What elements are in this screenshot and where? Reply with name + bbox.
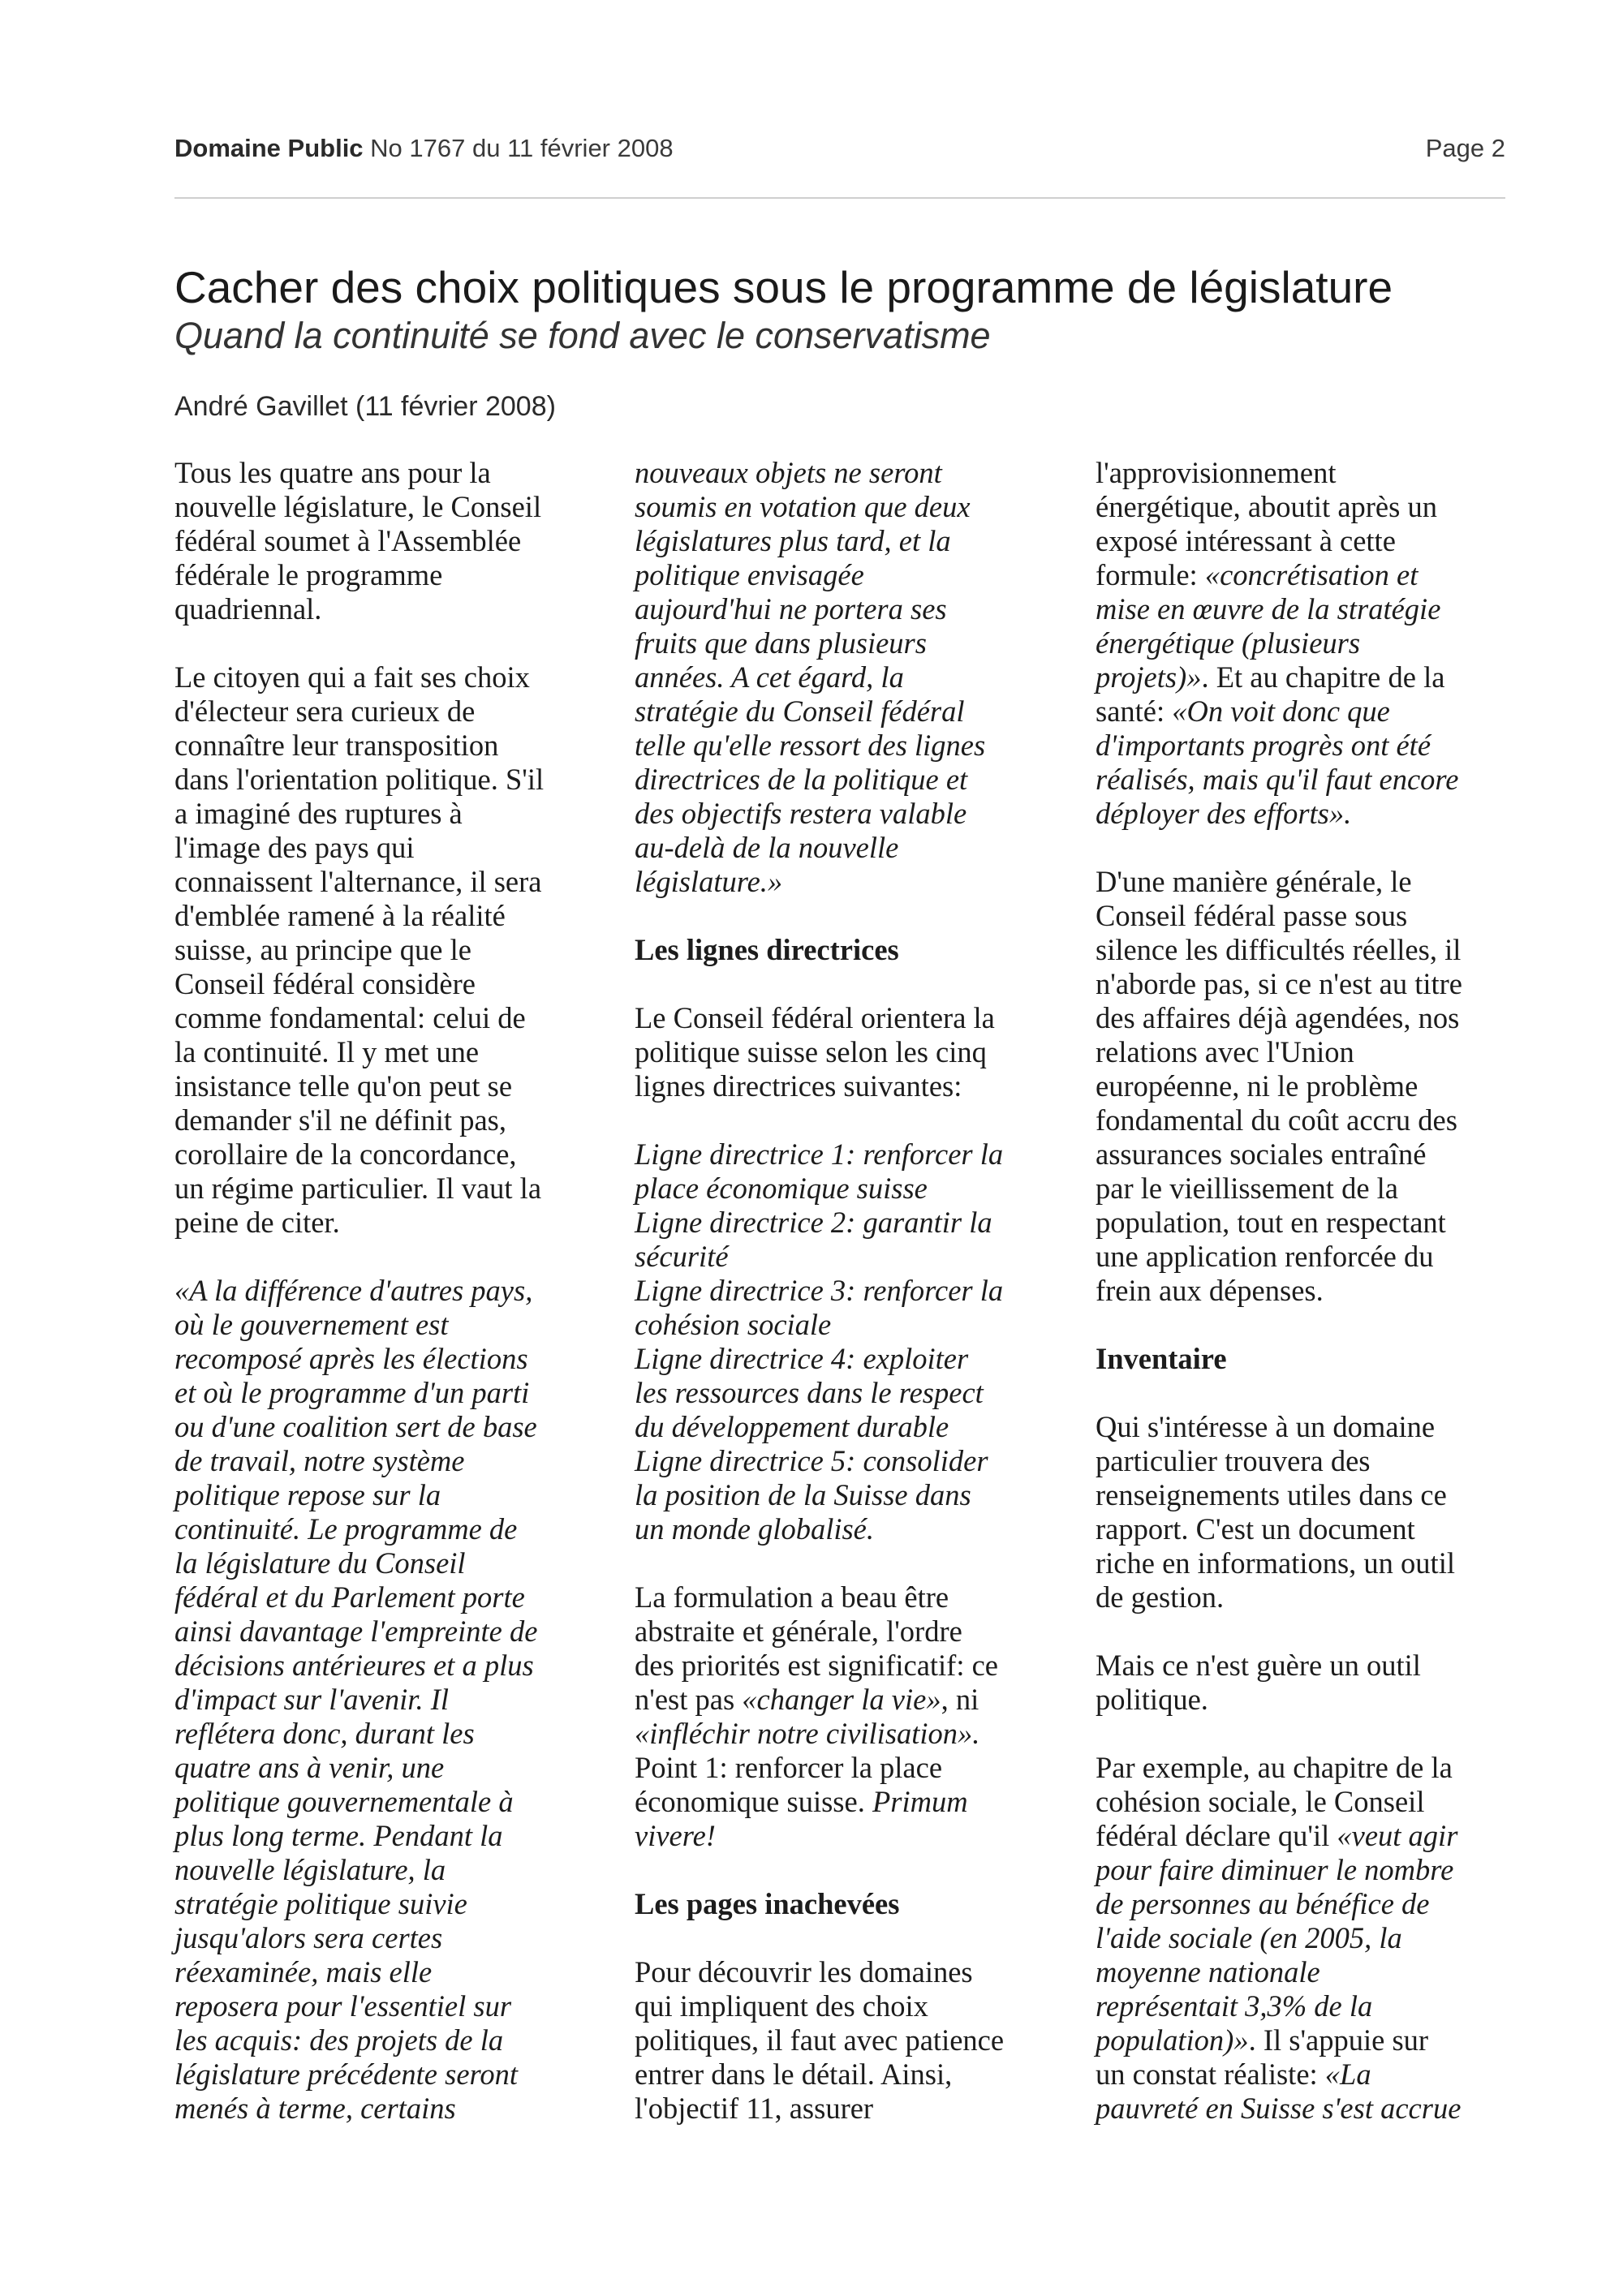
text-line: insistance telle qu'on peut se: [174, 1069, 513, 1103]
paragraph: [635, 1955, 1077, 2126]
text-line: européenne, ni le problème: [1096, 1069, 1419, 1103]
text-line: par le vieillissement de la: [1096, 1172, 1398, 1205]
text-line: vivere!: [635, 1819, 716, 1852]
quote-run: «On voit donc que: [1172, 694, 1390, 728]
text-line: des priorités est significatif: ce: [635, 1649, 998, 1682]
text-run: santé:: [1096, 694, 1173, 728]
paragraph: [174, 660, 617, 1240]
quote-run: Primum: [872, 1785, 968, 1818]
text-line: l'aide sociale (en 2005, la: [1096, 1921, 1402, 1954]
text-line: fédéral soumet à l'Assemblée: [174, 524, 522, 557]
text-line: silence les difficultés réelles, il: [1096, 933, 1462, 966]
text-line: plus long terme. Pendant la: [174, 1819, 503, 1852]
text-line: et où le programme d'un parti: [174, 1376, 530, 1409]
text-line: jusqu'alors sera certes: [174, 1921, 443, 1954]
text-line: La formulation a beau être: [635, 1580, 949, 1614]
text-line: un régime particulier. Il vaut la: [174, 1172, 542, 1205]
text-line: frein aux dépenses.: [1096, 1274, 1324, 1307]
text-line: au-delà de la nouvelle: [635, 831, 899, 864]
text-line: [635, 1785, 1077, 1819]
text-line: exposé intéressant à cette: [1096, 524, 1396, 557]
text-line: les ressources dans le respect: [635, 1376, 984, 1409]
text-run: . Il s'appuie sur: [1248, 2023, 1429, 2057]
article-subtitle: Quand la continuité se fond avec le conservatisme: [174, 315, 991, 356]
text-line: d'impact sur l'avenir. Il: [174, 1683, 449, 1716]
text-line: l'objectif 11, assurer: [635, 2092, 874, 2125]
section-heading: Inventaire: [1096, 1342, 1227, 1375]
text-line: Conseil fédéral passe sous: [1096, 899, 1408, 932]
text-line: décisions antérieures et a plus: [174, 1649, 534, 1682]
text-line: riche en informations, un outil: [1096, 1546, 1455, 1580]
text-line: renseignements utiles dans ce: [1096, 1478, 1447, 1511]
text-line: fruits que dans plusieurs: [635, 626, 927, 660]
paragraph: [1096, 456, 1538, 831]
section-heading: Les lignes directrices: [635, 933, 899, 966]
text-line: ou d'une coalition sert de base: [174, 1410, 537, 1443]
text-line: recomposé après les élections: [174, 1342, 528, 1375]
text-line: Mais ce n'est guère un outil: [1096, 1649, 1421, 1682]
text-line: la législature du Conseil: [174, 1546, 466, 1580]
text-line: législatures plus tard, et la: [635, 524, 951, 557]
text-line: suisse, au principe que le: [174, 933, 471, 966]
text-line: population, tout en respectant: [1096, 1206, 1446, 1239]
text-line: reposera pour l'essentiel sur: [174, 1989, 512, 2023]
text-line: soumis en votation que deux: [635, 490, 971, 523]
text-line: d'emblée ramené à la réalité: [174, 899, 506, 932]
text-line: de personnes au bénéfice de: [1096, 1887, 1430, 1920]
text-line: quadriennal.: [174, 592, 322, 626]
paragraph: [635, 1580, 1077, 1853]
quote-paragraph: [635, 456, 1077, 899]
quote-paragraph: [174, 1274, 617, 2126]
text-line: la position de la Suisse dans: [635, 1478, 971, 1511]
text-line: représentait 3,3% de la: [1096, 1989, 1373, 2023]
text-run: formule:: [1096, 558, 1205, 591]
publication-name: Domaine Public: [174, 134, 364, 162]
text-line: [1096, 558, 1538, 592]
text-line: les acquis: des projets de la: [174, 2023, 504, 2057]
text-line: nouvelle législature, la: [174, 1853, 446, 1886]
text-line: législature.»: [635, 865, 783, 898]
text-line: «A la différence d'autres pays,: [174, 1274, 533, 1307]
text-line: reflétera donc, durant les: [174, 1717, 475, 1750]
text-line: politique gouvernementale à: [174, 1785, 514, 1818]
paragraph: [1096, 1410, 1538, 1615]
text-line: où le gouvernement est: [174, 1308, 449, 1341]
text-line: [1096, 694, 1538, 729]
paragraph: [1096, 865, 1538, 1308]
text-line: [1096, 660, 1538, 694]
text-line: cohésion sociale: [635, 1308, 832, 1341]
text-line: Conseil fédéral considère: [174, 967, 476, 1000]
text-line: qui impliquent des choix: [635, 1989, 928, 2023]
column-3: [1096, 456, 1538, 2160]
text-line: Ligne directrice 3: renforcer la: [635, 1274, 1004, 1307]
text-line: pour faire diminuer le nombre: [1096, 1853, 1454, 1886]
paragraph: [1096, 1649, 1538, 1717]
text-run: économique suisse.: [635, 1785, 872, 1818]
section-heading: Les pages inachevées: [635, 1887, 900, 1920]
text-run: fédéral déclare qu'il: [1096, 1819, 1337, 1852]
text-run: n'est pas: [635, 1683, 743, 1716]
article-title: Cacher des choix politiques sous le programme de législature: [174, 262, 1393, 312]
column-2: [635, 456, 1077, 2160]
text-line: quatre ans à venir, une: [174, 1751, 445, 1784]
text-line: un monde globalisé.: [635, 1512, 875, 1546]
text-line: entrer dans le détail. Ainsi,: [635, 2057, 953, 2091]
text-line: rapport. C'est un document: [1096, 1512, 1415, 1546]
quote-run: «La: [1324, 2057, 1371, 2091]
text-line: Tous les quatre ans pour la: [174, 456, 491, 489]
text-line: particulier trouvera des: [1096, 1444, 1371, 1477]
text-line: Ligne directrice 4: exploiter: [635, 1342, 969, 1375]
paragraph: [174, 456, 617, 626]
text-line: [1096, 2057, 1538, 2092]
text-line: du développement durable: [635, 1410, 949, 1443]
text-run: un constat réaliste:: [1096, 2057, 1325, 2091]
text-line: Par exemple, au chapitre de la: [1096, 1751, 1453, 1784]
header-divider: [174, 197, 1505, 199]
text-line: années. A cet égard, la: [635, 660, 904, 694]
text-line: aujourd'hui ne portera ses: [635, 592, 947, 626]
text-line: politique.: [1096, 1683, 1208, 1716]
text-line: connaissent l'alternance, il sera: [174, 865, 542, 898]
text-line: Point 1: renforcer la place: [635, 1751, 943, 1784]
text-line: connaître leur transposition: [174, 729, 499, 762]
text-line: de travail, notre système: [174, 1444, 465, 1477]
text-line: telle qu'elle ressort des lignes: [635, 729, 986, 762]
text-line: Ligne directrice 5: consolider: [635, 1444, 988, 1477]
quote-run: projets)»: [1096, 660, 1202, 694]
text-line: de gestion.: [1096, 1580, 1225, 1614]
article-author: André Gavillet (11 février 2008): [174, 391, 556, 422]
quote-run: «concrétisation et: [1204, 558, 1419, 591]
text-line: Ligne directrice 2: garantir la: [635, 1206, 992, 1239]
text-line: politiques, il faut avec patience: [635, 2023, 1005, 2057]
issue-info: No 1767 du 11 février 2008: [370, 134, 674, 162]
text-line: déployer des efforts».: [1096, 797, 1352, 830]
text-line: abstraite et générale, l'ordre: [635, 1615, 962, 1648]
text-line: stratégie du Conseil fédéral: [635, 694, 965, 728]
text-line: législature précédente seront: [174, 2057, 519, 2091]
text-line: a imaginé des ruptures à: [174, 797, 463, 830]
text-line: assurances sociales entraîné: [1096, 1137, 1427, 1171]
text-line: énergétique (plusieurs: [1096, 626, 1361, 660]
text-line: fédéral et du Parlement porte: [174, 1580, 525, 1614]
page-number: Page 2: [1425, 134, 1505, 162]
text-run: , ni: [941, 1683, 979, 1716]
text-run: . Et au chapitre de la: [1201, 660, 1445, 694]
text-line: réexaminée, mais elle: [174, 1955, 433, 1989]
text-line: Ligne directrice 1: renforcer la: [635, 1137, 1004, 1171]
text-line: l'image des pays qui: [174, 831, 415, 864]
publication-line: [174, 134, 674, 163]
quote-run: «changer la vie»: [742, 1683, 941, 1716]
text-line: comme fondamental: celui de: [174, 1001, 526, 1034]
text-line: «infléchir notre civilisation».: [635, 1717, 980, 1750]
text-line: Le citoyen qui a fait ses choix: [174, 660, 530, 694]
text-line: d'électeur sera curieux de: [174, 694, 476, 728]
text-line: politique suisse selon les cinq: [635, 1035, 987, 1068]
text-line: lignes directrices suivantes:: [635, 1069, 962, 1103]
text-line: des affaires déjà agendées, nos: [1096, 1001, 1460, 1034]
text-line: directrices de la politique et: [635, 763, 968, 796]
text-line: politique repose sur la: [174, 1478, 441, 1511]
text-line: peine de citer.: [174, 1206, 340, 1239]
text-line: nouvelle législature, le Conseil: [174, 490, 542, 523]
text-line: [1096, 1819, 1538, 1853]
text-line: Qui s'intéresse à un domaine: [1096, 1410, 1436, 1443]
text-line: cohésion sociale, le Conseil: [1096, 1785, 1425, 1818]
text-line: une application renforcée du: [1096, 1240, 1434, 1273]
text-line: relations avec l'Union: [1096, 1035, 1354, 1068]
text-line: pauvreté en Suisse s'est accrue: [1096, 2092, 1462, 2125]
text-line: menés à terme, certains: [174, 2092, 456, 2125]
text-line: fondamental du coût accru des: [1096, 1103, 1457, 1137]
column-1: [174, 456, 617, 2160]
text-line: l'approvisionnement: [1096, 456, 1337, 489]
text-line: D'une manière générale, le: [1096, 865, 1412, 898]
guidelines-list: [635, 1137, 1077, 1546]
text-line: réalisés, mais qu'il faut encore: [1096, 763, 1459, 796]
text-line: Pour découvrir les domaines: [635, 1955, 973, 1989]
text-line: mise en œuvre de la stratégie: [1096, 592, 1441, 626]
text-line: [1096, 2023, 1538, 2057]
quote-run: population)»: [1096, 2023, 1249, 2057]
text-line: fédérale le programme: [174, 558, 443, 591]
text-line: dans l'orientation politique. S'il: [174, 763, 545, 796]
text-line: demander s'il ne définit pas,: [174, 1103, 506, 1137]
text-line: des objectifs restera valable: [635, 797, 967, 830]
text-line: ainsi davantage l'empreinte de: [174, 1615, 538, 1648]
text-line: moyenne nationale: [1096, 1955, 1320, 1989]
text-line: stratégie politique suivie: [174, 1887, 467, 1920]
text-line: nouveaux objets ne seront: [635, 456, 942, 489]
text-line: place économique suisse: [635, 1172, 928, 1205]
text-line: énergétique, aboutit après un: [1096, 490, 1437, 523]
text-line: la continuité. Il y met une: [174, 1035, 480, 1068]
quote-run: «veut agir: [1337, 1819, 1458, 1852]
text-line: politique envisagée: [635, 558, 864, 591]
text-line: Le Conseil fédéral orientera la: [635, 1001, 995, 1034]
text-line: sécurité: [635, 1240, 729, 1273]
text-line: n'aborde pas, si ce n'est au titre: [1096, 967, 1463, 1000]
paragraph: [635, 1001, 1077, 1103]
paragraph: [1096, 1751, 1538, 2126]
text-line: corollaire de la concordance,: [174, 1137, 517, 1171]
text-line: d'importants progrès ont été: [1096, 729, 1431, 762]
text-line: continuité. Le programme de: [174, 1512, 518, 1546]
text-line: [635, 1683, 1077, 1717]
